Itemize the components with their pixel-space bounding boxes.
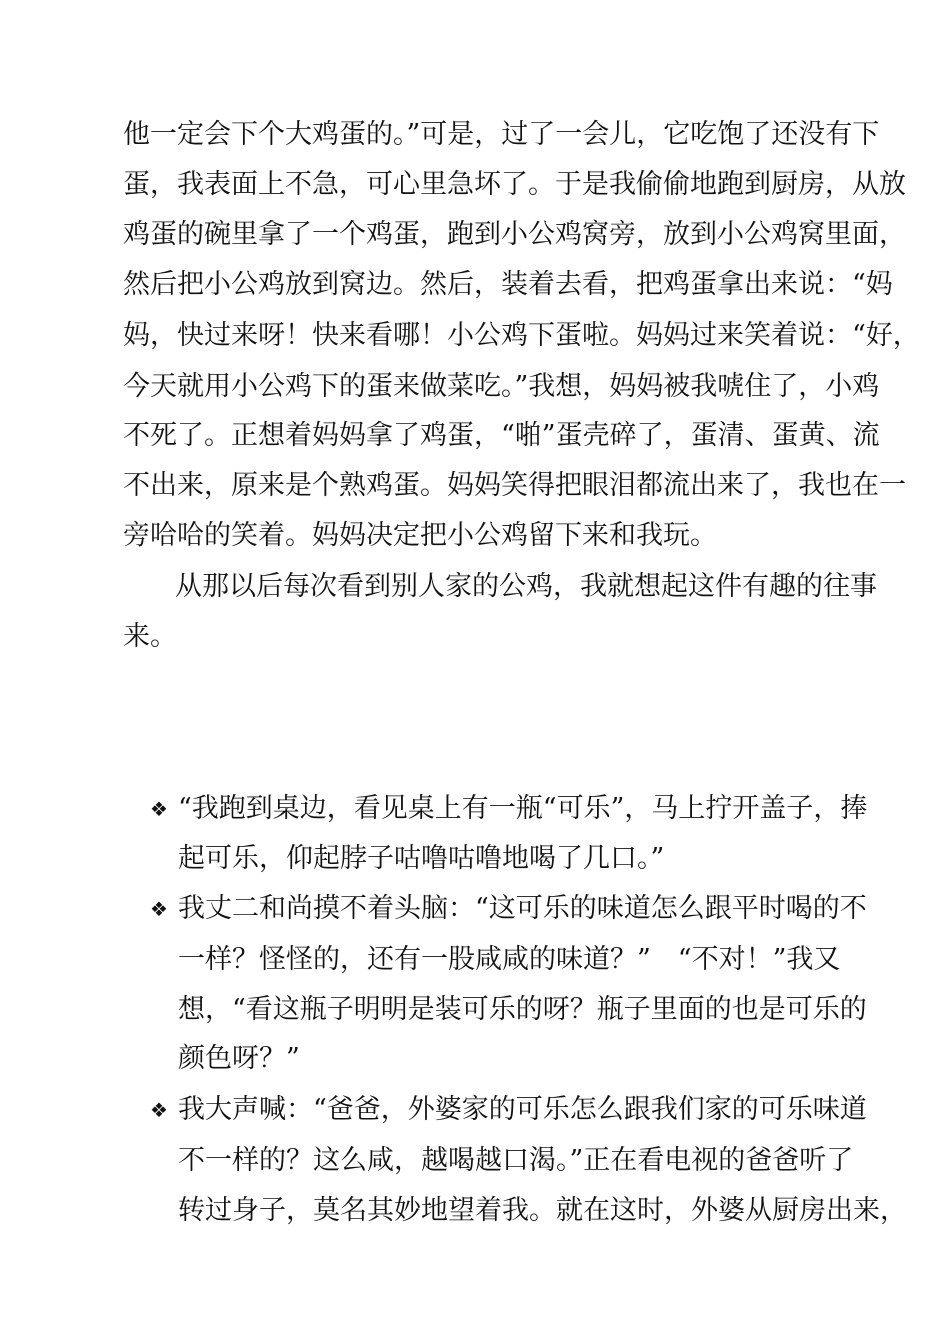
paragraph-line: 鸡蛋的碗里拿了一个鸡蛋，跑到小公鸡窝旁，放到小公鸡窝里面，	[123, 219, 906, 250]
paragraph-line: 然后把小公鸡放到窝边。然后，装着去看，把鸡蛋拿出来说：“妈	[123, 269, 893, 300]
excerpt-line: 想，“看这瓶子明明是装可乐的呀？瓶子里面的也是可乐的	[178, 994, 867, 1025]
diamond-bullet-icon: ❖	[150, 1098, 168, 1122]
bullet-row	[150, 791, 868, 827]
paragraph-line: 不死了。正想着妈妈拿了鸡蛋，“啪”蛋壳碎了，蛋清、蛋黄、流	[123, 420, 880, 451]
paragraph-line: 今天就用小公鸡下的蛋来做菜吃。”我想，妈妈被我唬住了，小鸡	[123, 371, 880, 402]
paragraph-line: 来。	[123, 621, 177, 652]
diamond-bullet-icon: ❖	[150, 897, 168, 921]
diamond-bullet-icon: ❖	[150, 797, 168, 821]
paragraph-line: 不出来，原来是个熟鸡蛋。妈妈笑得把眼泪都流出来了，我也在一	[123, 470, 906, 501]
bullet-row	[150, 891, 867, 927]
bullet-row	[150, 1092, 867, 1128]
excerpt-line: 不一样的？这么咸，越喝越口渴。”正在看电视的爸爸听了	[178, 1145, 854, 1176]
paragraph-line: 旁哈哈的笑着。妈妈决定把小公鸡留下来和我玩。	[123, 520, 717, 551]
paragraph-line: 他一定会下个大鸡蛋的。”可是，过了一会儿，它吃饱了还没有下	[123, 119, 880, 150]
excerpt-line: 转过身子，莫名其妙地望着我。就在这时，外婆从厨房出来，	[178, 1195, 907, 1226]
excerpt-line: 颜色呀？”	[178, 1043, 300, 1074]
paragraph-line: 蛋，我表面上不急，可心里急坏了。于是我偷偷地跑到厨房，从放	[123, 169, 906, 200]
excerpt-line: 一样？怪怪的，还有一股咸咸的味道？” “不对！”我又	[178, 944, 841, 975]
excerpt-line: 起可乐，仰起脖子咕噜咕噜地喝了几口。”	[178, 843, 665, 874]
paragraph-line: 妈，快过来呀！快来看哪！小公鸡下蛋啦。妈妈过来笑着说：“好，	[123, 320, 920, 351]
paragraph-line: 从那以后每次看到别人家的公鸡，我就想起这件有趣的往事	[175, 571, 877, 602]
excerpt-line: 我大声喊：“爸爸，外婆家的可乐怎么跟我们家的可乐味道	[178, 1094, 867, 1125]
excerpt-line: 我丈二和尚摸不着头脑：“这可乐的味道怎么跟平时喝的不	[178, 893, 867, 924]
excerpt-line: “我跑到桌边，看见桌上有一瓶“可乐”，马上拧开盖子，捧	[178, 793, 868, 824]
